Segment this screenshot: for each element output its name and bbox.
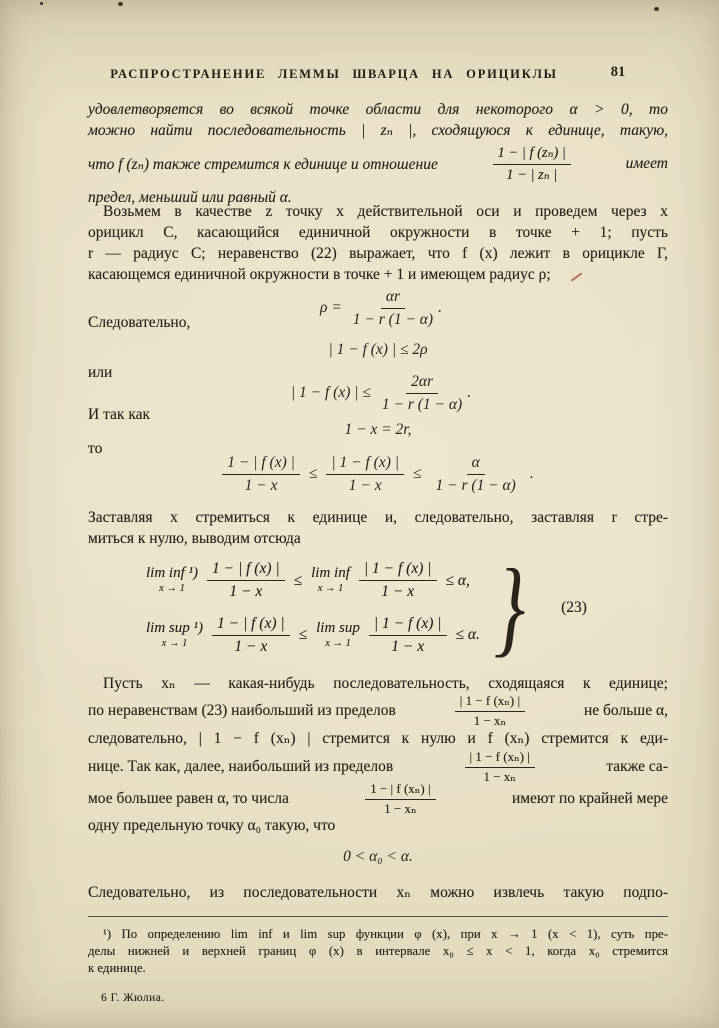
text-segment: имеют по крайней мере [511,790,668,807]
footnote-line: делы нижней и верхней границ φ (x) в интервале x₀ ≤ x < 1, когда x₀ стремится [88,944,668,958]
equation-23-brace: } [493,548,526,667]
paragraph-pust [88,672,668,837]
fraction-numerator: 2αr [406,373,438,394]
text-segment: не больше α, [584,702,668,719]
fraction-numerator: | 1 − f (x) | [369,615,447,636]
operator-text: lim sup ¹) [146,620,203,637]
equation-23-row-liminf [146,560,480,601]
text-line-with-fraction [88,748,668,784]
display-fraction [431,454,521,495]
word-sledovatelno [88,314,668,332]
fraction-numerator: | 1 − f (x) | [326,454,404,475]
footnote-rule [88,916,668,917]
text-line-with-fraction [88,780,668,816]
fraction-numerator: 1 − | f (x) | [207,560,285,581]
operator-subscript: x → 1 [161,638,188,650]
text-line: можно найти последовательность | zₙ |, сходящуюся к единице, такую, [88,122,668,139]
limsup-operator [146,621,203,650]
text-line: Заставляя x стремиться к единице и, следовательно, заставляя r стре- [88,509,668,526]
limsup-operator [316,621,360,650]
display-fraction [326,454,404,495]
display-fraction [207,560,285,601]
fraction-denominator: 1 − r (1 − α) [435,476,516,494]
fraction-denominator: 1 − x [381,583,415,601]
operator-subscript: x → 1 [325,638,351,650]
fraction-denominator: 1 − x [391,637,425,655]
equation-period: . [529,465,534,482]
footnote [88,926,668,977]
display-fraction [369,615,447,656]
fraction-denominator: 1 − x [244,476,278,494]
page-number: 81 [610,64,626,80]
equation-alpha0 [88,846,668,868]
fraction-denominator: 1 − r (1 − α) [381,395,463,413]
text-line-with-fraction [88,141,668,187]
fraction-numerator: 1 − | f (zₙ) | [493,145,571,165]
display-fraction [212,615,290,656]
text-line: одну предельную точку α₀ такую, что [88,817,336,834]
operator-text: lim sup [316,620,360,637]
fraction-denominator: 1 − xₙ [473,712,507,728]
running-head-title: РАСПРОСТРАНЕНИЕ ЛЕММЫ ШВАРЦА НА ОРИЦИКЛЫ [110,67,558,81]
signature-mark: 6 Г. Жюлиа. [101,992,165,1004]
text-segment: то [88,440,103,457]
paragraph-zastavlyaya [88,507,668,549]
inline-fraction [465,750,535,785]
paragraph-sledovatelno [88,882,668,903]
text-line: касающемся единичной окружности в точке + 1 и имеющем радиус ρ; [88,266,551,283]
relation-sign: ≤ [293,571,303,589]
display-fraction [359,560,437,601]
text-segment: И так как [88,406,151,423]
inline-fraction [365,782,435,817]
fraction-denominator: 1 − xₙ [483,768,516,784]
equation-23-number: (23) [561,599,587,616]
text-segment: нице. Так как, далее, наибольший из пределов [88,758,394,775]
text-segment: по неравенствам (23) наибольший из пределов [88,702,396,719]
fraction-numerator: | 1 − f (x) | [359,560,437,581]
equation-1x2r [88,419,668,441]
equation-text: 0 < α₀ < α. [343,848,413,865]
text-segment: также са- [606,758,668,775]
fraction-numerator: 1 − | f (x) | [212,615,290,636]
fraction-denominator: 1 − x [234,637,268,655]
equation-23 [88,548,668,667]
equation-text: | 1 − f (x) | ≤ 2ρ [328,341,428,358]
inline-fraction [493,145,571,183]
fraction-denominator: 1 − xₙ [384,800,417,816]
fraction-numerator: | 1 − f (xₙ) | [465,750,535,768]
fraction-denominator: 1 − x [348,476,382,494]
scan-speck [40,2,43,5]
equation-triple-inequality [88,450,668,498]
relation-sign: ≤ [413,465,422,482]
relation-sign: ≤ α, [445,571,470,589]
equation-23-rows [146,560,480,655]
paragraph-intro-italic [88,99,668,208]
text-line: Возьмем в качестве z точку x действительной оси и проведем через x [103,203,668,220]
text-line: орицикл C, касающийся единичной окружности в точке + 1; пусть [88,224,668,241]
operator-text: lim inf ¹) [146,565,198,582]
text-line: следовательно, | 1 − f (xₙ) | стремится к нулю и f (xₙ) стремится к еди- [88,730,668,747]
fraction-numerator: α [467,454,485,475]
equation-lhs: ρ = [320,299,342,316]
text-segment: мое большее равен α, то числа [88,790,289,807]
scan-speck [654,7,659,11]
inline-fraction [455,694,525,729]
scan-speck [118,2,123,6]
footnote-line: ¹) По определению lim inf и lim sup функции φ (x), при x → 1 (x < 1), суть пре- [103,927,668,941]
text-segment: Следовательно, [88,314,191,331]
operator-subscript: x → 1 [159,583,185,595]
fraction-numerator: αr [381,288,405,309]
text-line: миться к нулю, выводим отсюда [88,530,301,547]
equation-text: 1 − x = 2r, [344,421,412,438]
relation-sign: ≤ [308,465,318,482]
text-line: удовлетворяется во всякой точке области для некоторого α > 0, то [88,101,668,118]
equation-lhs: | 1 − f (x) | ≤ [290,384,371,401]
text-segment: имеет [625,155,668,172]
fraction-numerator: | 1 − f (xₙ) | [455,694,525,712]
liminf-operator [146,566,198,595]
equation-period: . [438,299,442,316]
fraction-numerator: 1 − | f (x) | [222,454,300,475]
text-segment: или [88,364,113,381]
equation-23-row-limsup [146,615,480,656]
equation-2rho [88,339,668,361]
text-line: Пусть xₙ — какая-нибудь последовательность, сходящаяся к единице; [103,675,668,692]
fraction-denominator: 1 − r (1 − α) [352,310,434,328]
relation-sign: ≤ α. [455,626,480,644]
text-line-with-fraction [88,692,668,728]
fraction-numerator: 1 − | f (xₙ) | [365,782,435,800]
text-line: r — радиус C; неравенство (22) выражает, что f (x) лежит в орицикле Γ, [88,245,668,262]
footnote-line: к единице. [88,961,146,975]
operator-subscript: x → 1 [317,583,344,595]
relation-sign: ≤ [298,626,308,644]
operator-text: lim inf [311,565,350,582]
equation-period: . [467,384,472,401]
fraction-denominator: 1 − | zₙ | [506,166,558,183]
fraction-denominator: 1 − x [229,583,263,601]
text-line: Следовательно, из последовательности xₙ можно извлечь такую подпо- [88,884,668,901]
liminf-operator [311,566,350,595]
text-line: предел, меньший или равный α. [88,189,292,206]
display-fraction [222,454,300,495]
paragraph-vozmem [88,201,668,285]
text-segment: что f (zₙ) также стремится к единице и отношение [88,155,438,173]
